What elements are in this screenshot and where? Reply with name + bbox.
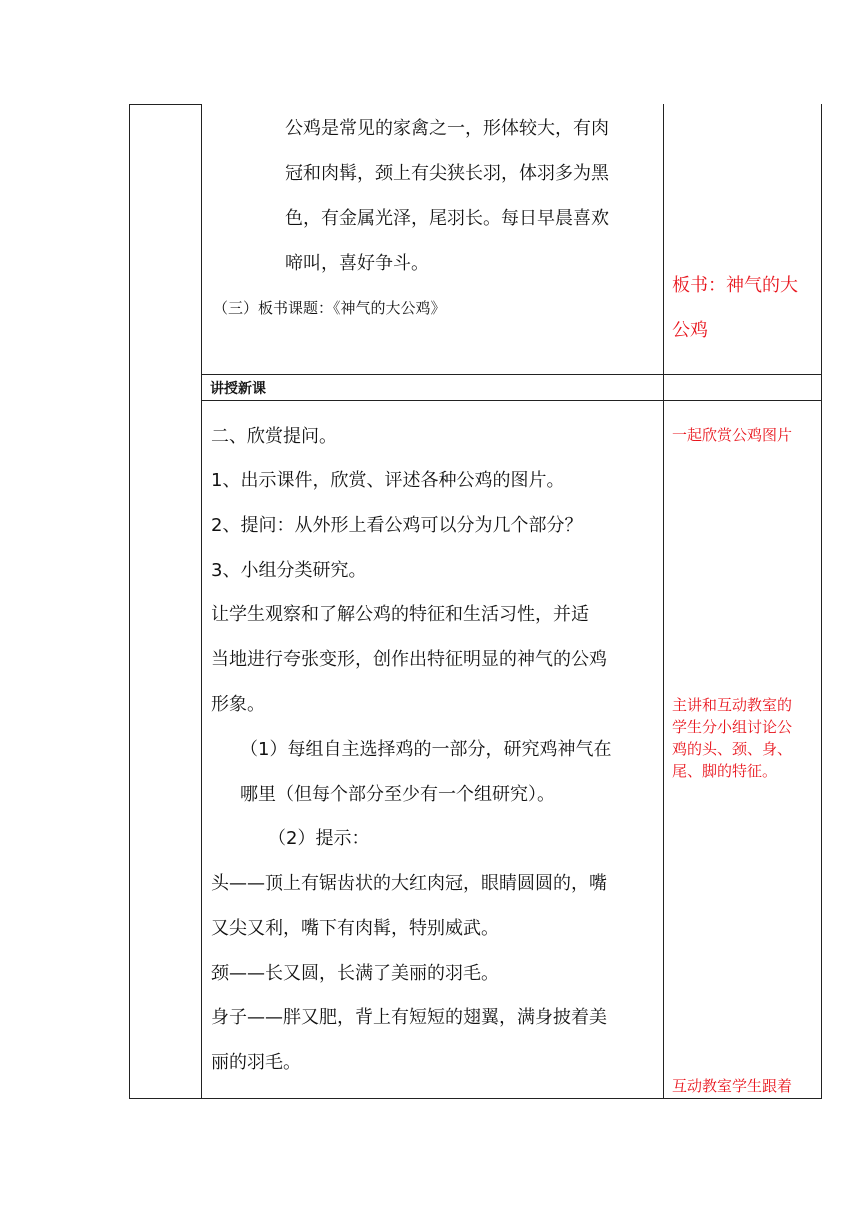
content-line: 哪里（但每个部分至少有一个组研究）。 (240, 784, 555, 805)
table-bottom-line (129, 1098, 822, 1099)
content-line: 2、提问：从外形上看公鸡可以分为几个部分？ (211, 515, 583, 536)
content-line: 3、小组分类研究。 (211, 560, 367, 581)
content-line: 形象。 (211, 694, 265, 715)
content-line: 当地进行夸张变形，创作出特征明显的神气的公鸡 (211, 649, 607, 670)
discuss-note: 尾、脚的特征。 (672, 762, 778, 780)
board-note: 板书：神气的大 (672, 275, 798, 296)
follow-note: 互动教室学生跟着 (672, 1077, 793, 1095)
table-border-left (129, 104, 130, 1099)
para-line: 公鸡是常见的家禽之一，形体较大，有肉 (285, 118, 609, 139)
table-border-right (821, 104, 822, 1099)
lesson-title-line: （三）板书课题：《神气的大公鸡》 (213, 299, 446, 317)
discuss-note: 学生分小组讨论公 (672, 718, 793, 736)
para-line: 冠和肉髯，颈上有尖狭长羽，体羽多为黑 (285, 163, 609, 184)
appreciate-note: 一起欣赏公鸡图片 (672, 426, 793, 444)
para-line: 色，有金属光泽，尾羽长。每日早晨喜欢 (285, 208, 609, 229)
content-line: 又尖又利，嘴下有肉髯，特别威武。 (211, 918, 499, 939)
row-line-2 (201, 400, 822, 401)
content-line: 头——顶上有锯齿状的大红肉冠，眼睛圆圆的，嘴 (211, 873, 607, 894)
content-line: （2）提示： (268, 828, 370, 849)
content-line: 身子——胖又肥，背上有短短的翅翼，满身披着美 (211, 1007, 607, 1028)
content-line: 二、欣赏提问。 (211, 426, 337, 447)
content-line: 让学生观察和了解公鸡的特征和生活习性，并适 (211, 604, 589, 625)
section-header: 讲授新课 (210, 381, 266, 397)
table-divider-1 (201, 104, 202, 1099)
table-top-line-left (129, 104, 202, 105)
content-line: 颈——长又圆，长满了美丽的羽毛。 (211, 963, 499, 984)
row-line-1 (201, 374, 822, 375)
content-line: 丽的羽毛。 (211, 1052, 301, 1073)
discuss-note: 主讲和互动教室的 (672, 696, 793, 714)
content-line: 1、出示课件，欣赏、评述各种公鸡的图片。 (211, 470, 565, 491)
board-note: 公鸡 (672, 320, 708, 341)
content-line: （1）每组自主选择鸡的一部分，研究鸡神气在 (240, 739, 612, 760)
table-divider-2 (663, 104, 664, 1099)
discuss-note: 鸡的头、颈、身、 (672, 740, 793, 758)
para-line: 啼叫，喜好争斗。 (285, 253, 429, 274)
